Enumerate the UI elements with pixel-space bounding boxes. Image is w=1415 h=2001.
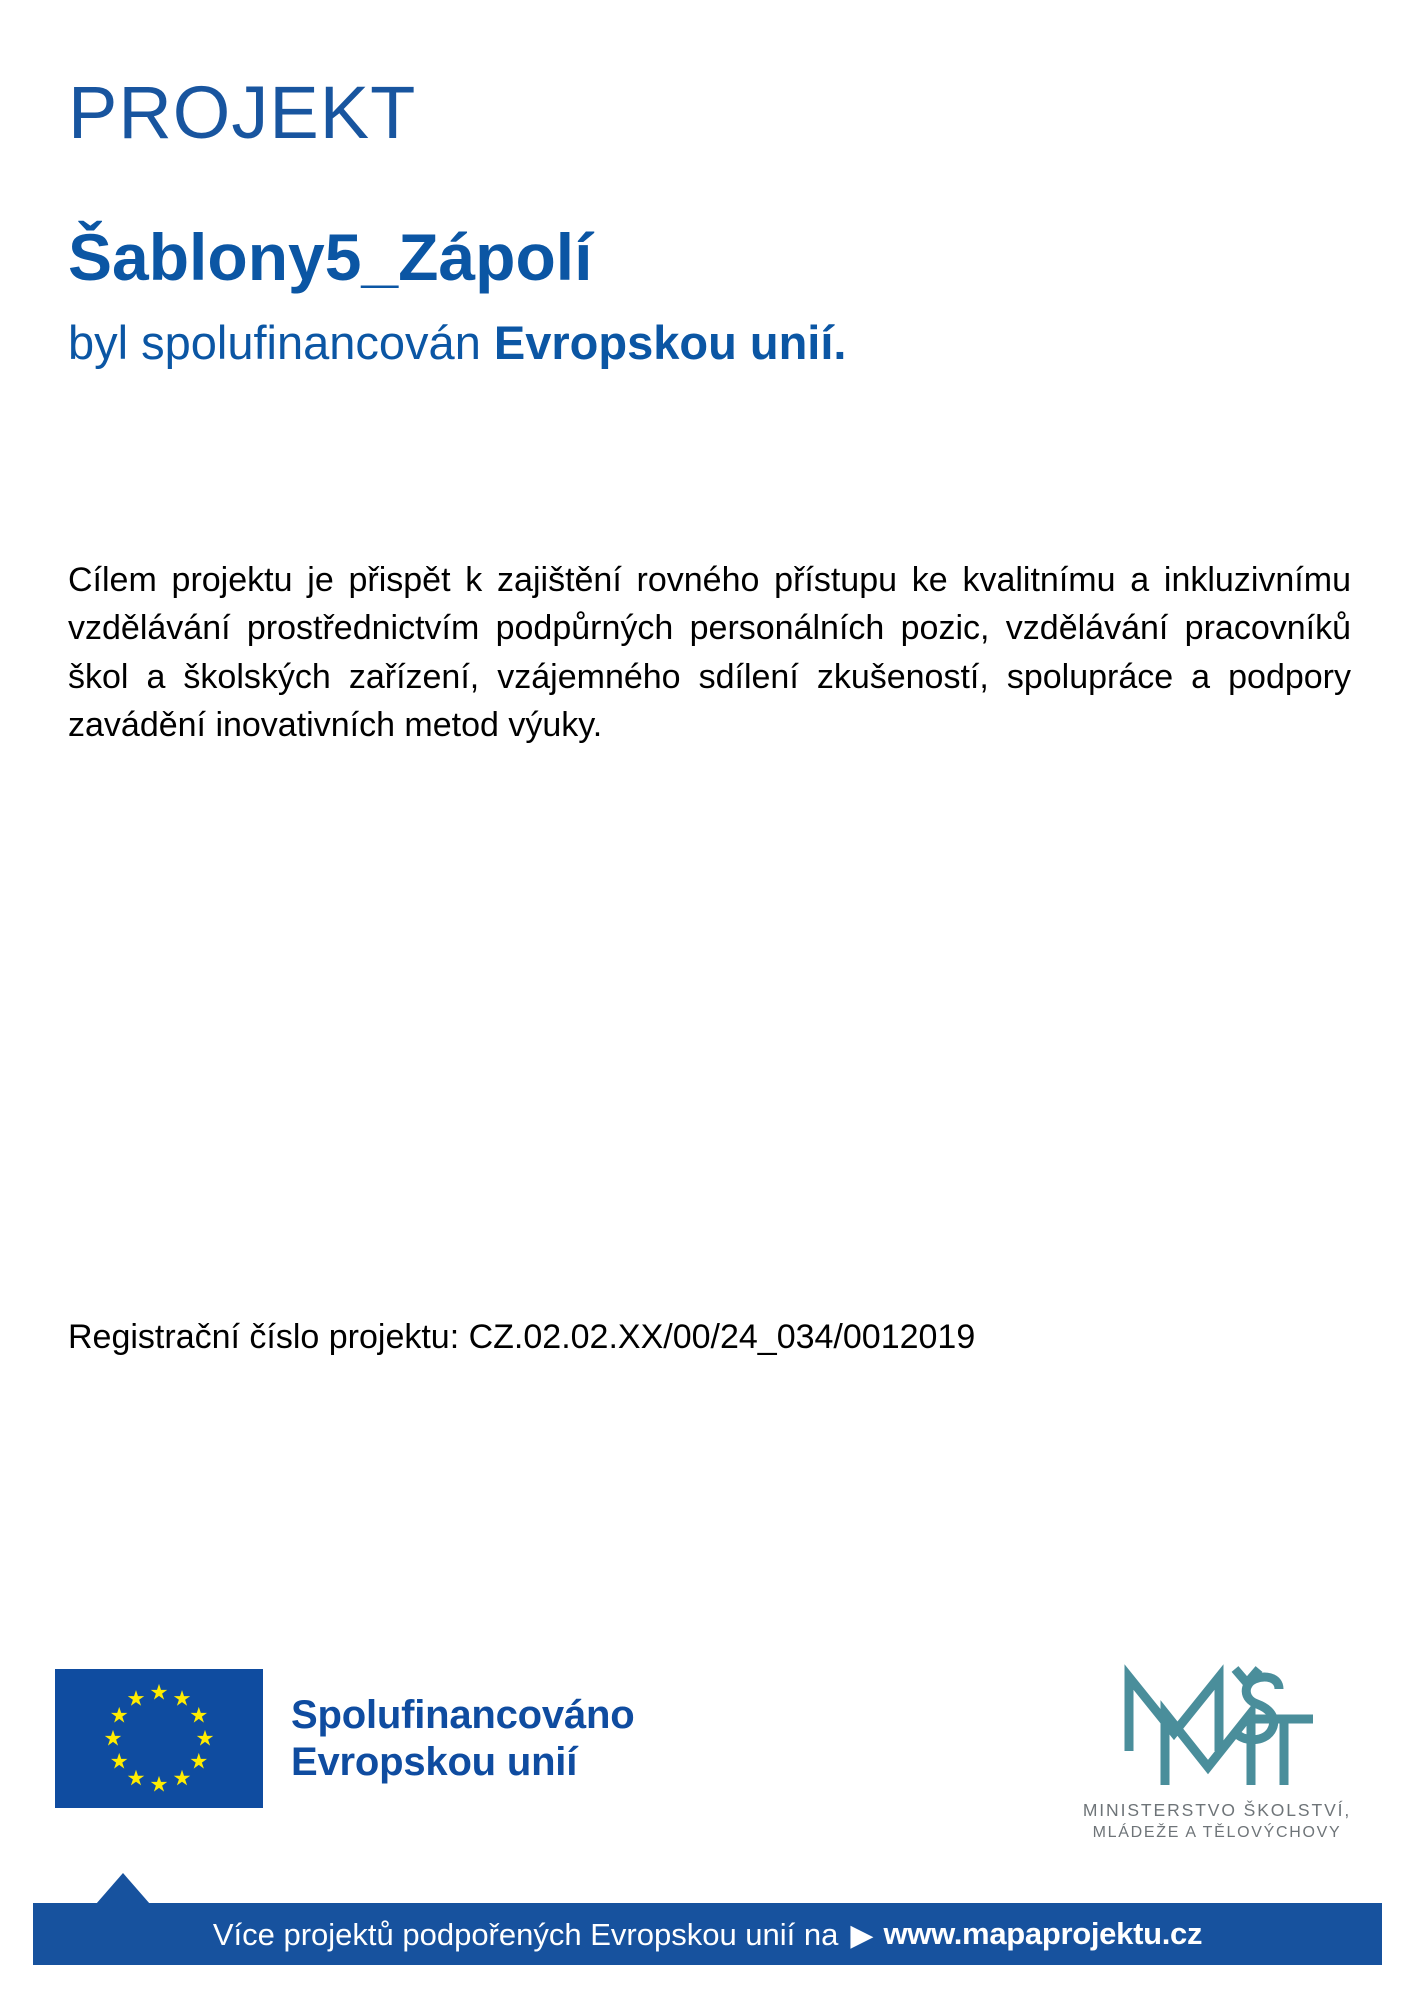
footer-url-link[interactable]: www.mapaprojektu.cz <box>883 1916 1203 1951</box>
play-arrow-icon: ▶ <box>850 1918 874 1952</box>
eu-emblem-text <box>291 1692 634 1785</box>
eu-emblem <box>55 1669 634 1808</box>
body-paragraph: Cílem projektu je přispět k zajištění rovného přístupu ke kvalitnímu a inkluzivnímu vzdělávání prostřednictvím podpůrných personálních pozic, vzdělávání pracovníků škol a školských zařízení, vzájemného sdílení zkušeností, spolupráce a podpory zavádění inovativních metod výuky. <box>68 561 1351 744</box>
body-text-block <box>68 556 1351 749</box>
footer-label: Více projektů podpořených Evropskou unií na <box>212 1916 839 1952</box>
subtitle-plain-run: byl spolufinancován <box>68 316 494 369</box>
msmt-monogram-icon <box>1067 1655 1367 1795</box>
msmt-logo <box>1067 1655 1367 1843</box>
page-subtitle <box>68 316 846 370</box>
eu-flag-icon <box>55 1669 263 1808</box>
footer-bar <box>33 1903 1382 1965</box>
msmt-caption <box>1067 1799 1367 1843</box>
footer-pointer-triangle <box>96 1873 150 1904</box>
logo-strip <box>0 1655 1415 1850</box>
page-kicker: PROJEKT <box>68 71 417 154</box>
msmt-caption-line-2: MLÁDEŽE A TĚLOVÝCHOVY <box>1092 1824 1342 1842</box>
eu-emblem-text-line-2: Evropskou unií <box>291 1739 578 1784</box>
page-title: Šablony5_Zápolí <box>68 220 593 294</box>
msmt-caption-line-1: MINISTERSTVO ŠKOLSTVÍ, <box>1082 1800 1352 1820</box>
subtitle-strong-run: Evropskou unií. <box>493 316 847 369</box>
registration-number: Registrační číslo projektu: CZ.02.02.XX/00/24_034/0012019 <box>68 1318 976 1356</box>
eu-emblem-text-line-1: Spolufinancováno <box>291 1693 635 1738</box>
